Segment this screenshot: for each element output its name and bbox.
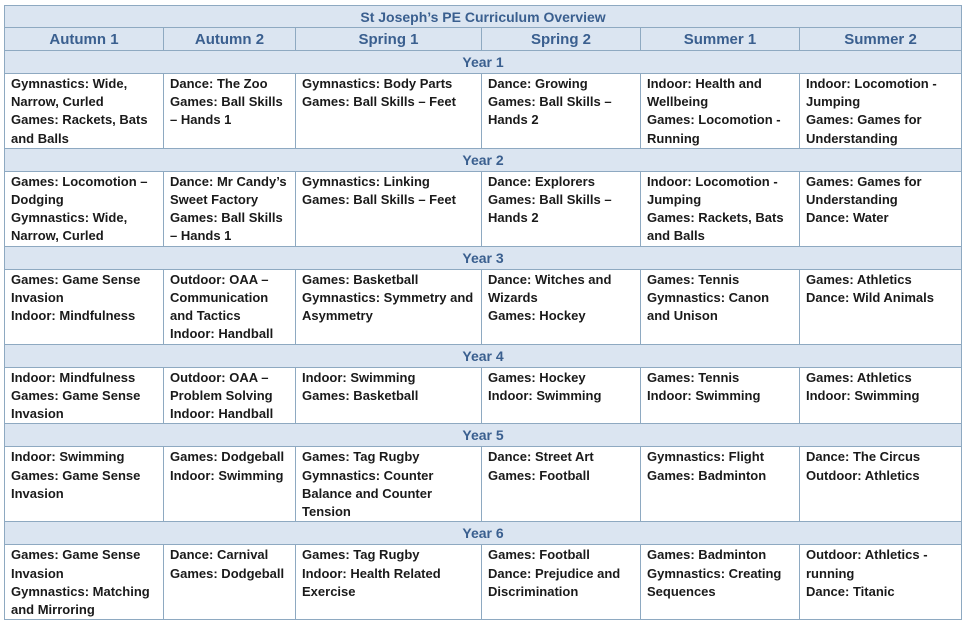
year-content-row [5, 74, 962, 149]
activity-text: Games: Ball Skills – Feet [302, 192, 456, 208]
activity-text: Games: Dodgeball [170, 565, 285, 581]
activity-text: Games: Ball Skills – Hands 2 [488, 94, 612, 128]
activity-text: Dance: Prejudice and Discrimination [488, 565, 621, 599]
curriculum-cell [164, 171, 296, 246]
year-content-row [5, 269, 962, 344]
term-header: Summer 1 [641, 28, 800, 51]
activity-text: Games: Football [488, 467, 590, 483]
curriculum-cell [641, 74, 800, 149]
activity-text: Games: Ball Skills – Feet [302, 94, 456, 110]
year-label: Year 1 [5, 51, 962, 74]
activity-text: Indoor: Handball [170, 406, 274, 422]
activity-text: Games: Badminton [647, 467, 767, 483]
activity-text: Gymnastics: Flight [647, 449, 765, 465]
curriculum-cell [5, 74, 164, 149]
activity-text: Games: Rackets, Bats and Balls [647, 210, 784, 244]
activity-text: Dance: The Circus [806, 449, 921, 465]
activity-text: Indoor: Locomotion - Jumping [647, 173, 778, 208]
activity-text: Games: Game Sense Invasion [11, 547, 141, 581]
activity-text: Games: Rackets, Bats and Balls [11, 112, 148, 146]
activity-text: Games: Game Sense Invasion [11, 467, 141, 501]
activity-text: Indoor: Locomotion - Jumping [806, 76, 937, 110]
activity-text: Games: Athletics [806, 369, 912, 385]
activity-text: Dance: Witches and Wizards [488, 271, 612, 306]
term-header: Spring 1 [296, 28, 482, 51]
activity-text: Games: Tennis [647, 271, 740, 287]
activity-text: Gymnastics: Canon and Unison [647, 290, 770, 324]
activity-text: Outdoor: OAA – Communication and Tactics [170, 271, 269, 324]
activity-text: Outdoor: OAA – Problem Solving [170, 369, 273, 404]
title-row [5, 6, 962, 28]
year-content-row [5, 545, 962, 620]
activity-text: Indoor: Health and Wellbeing [647, 76, 762, 110]
activity-text: Indoor: Mindfulness [11, 308, 136, 324]
activity-text: Indoor: Swimming [806, 388, 920, 404]
curriculum-cell [164, 447, 296, 522]
curriculum-cell [296, 269, 482, 344]
curriculum-cell [800, 447, 962, 522]
activity-text: Indoor: Mindfulness [11, 369, 136, 385]
activity-text: Games: Ball Skills – Hands 2 [488, 192, 612, 226]
activity-text: Games: Locomotion - Running [647, 112, 781, 146]
activity-text: Dance: Street Art [488, 449, 594, 465]
activity-text: Dance: Water [806, 210, 889, 226]
activity-text: Games: Ball Skills – Hands 1 [170, 94, 283, 128]
activity-text: Gymnastics: Wide, Narrow, Curled [11, 210, 128, 244]
activity-text: Games: Game Sense Invasion [11, 271, 141, 306]
activity-text: Games: Tennis [647, 369, 740, 385]
curriculum-cell [296, 367, 482, 424]
activity-text: Games: Game Sense Invasion [11, 388, 141, 422]
curriculum-cell [800, 171, 962, 246]
activity-text: Indoor: Swimming [11, 449, 125, 465]
curriculum-cell [5, 545, 164, 620]
activity-text: Indoor: Handball [170, 326, 274, 342]
activity-text: Gymnastics: Counter Balance and Counter Tension [302, 467, 434, 520]
curriculum-cell [641, 545, 800, 620]
activity-text: Gymnastics: Linking [302, 173, 430, 189]
term-header-row [5, 28, 962, 51]
activity-text: Games: Football [488, 547, 590, 563]
activity-text: Dance: Wild Animals [806, 290, 934, 306]
term-header: Spring 2 [482, 28, 641, 51]
activity-text: Outdoor: Athletics [806, 467, 920, 483]
activity-text: Gymnastics: Body Parts [302, 76, 453, 91]
year-content-row [5, 367, 962, 424]
curriculum-cell [296, 447, 482, 522]
activity-text: Dance: Growing [488, 76, 588, 91]
curriculum-cell [800, 367, 962, 424]
curriculum-cell [641, 171, 800, 246]
term-header: Summer 2 [800, 28, 962, 51]
year-label: Year 2 [5, 148, 962, 171]
curriculum-cell [296, 74, 482, 149]
curriculum-cell [641, 367, 800, 424]
curriculum-cell [641, 447, 800, 522]
activity-text: Dance: The Zoo [170, 76, 268, 91]
curriculum-cell [296, 545, 482, 620]
activity-text: Games: Dodgeball [170, 449, 285, 465]
year-label: Year 3 [5, 246, 962, 269]
curriculum-cell [5, 447, 164, 522]
activity-text: Gymnastics: Wide, Narrow, Curled [11, 76, 128, 110]
activity-text: Dance: Explorers [488, 173, 595, 189]
curriculum-cell [482, 545, 641, 620]
year-label: Year 6 [5, 522, 962, 545]
activity-text: Games: Hockey [488, 308, 586, 324]
curriculum-table [4, 5, 962, 620]
activity-text: Games: Badminton [647, 547, 767, 563]
curriculum-cell [164, 269, 296, 344]
curriculum-cell [5, 269, 164, 344]
curriculum-cell [800, 269, 962, 344]
year-label: Year 4 [5, 344, 962, 367]
activity-text: Indoor: Swimming [647, 388, 761, 404]
curriculum-cell [5, 367, 164, 424]
activity-text: Gymnastics: Matching and Mirroring [11, 583, 150, 618]
curriculum-cell [800, 74, 962, 149]
activity-text: Gymnastics: Symmetry and Asymmetry [302, 290, 474, 324]
activity-text: Games: Ball Skills – Hands 1 [170, 210, 283, 244]
curriculum-cell [164, 74, 296, 149]
term-header: Autumn 1 [5, 28, 164, 51]
year-row [5, 424, 962, 447]
curriculum-cell [800, 545, 962, 620]
activity-text: Indoor: Health Related Exercise [302, 565, 441, 599]
activity-text: Gymnastics: Creating Sequences [647, 565, 782, 599]
activity-text: Indoor: Swimming [170, 467, 284, 483]
curriculum-cell [482, 74, 641, 149]
year-row [5, 344, 962, 367]
activity-text: Indoor: Swimming [488, 388, 602, 404]
curriculum-overview [4, 5, 962, 620]
activity-text: Dance: Mr Candy’s Sweet Factory [170, 173, 287, 208]
activity-text: Indoor: Swimming [302, 369, 416, 385]
activity-text: Games: Tag Rugby [302, 547, 420, 563]
activity-text: Games: Locomotion – Dodging [11, 173, 148, 208]
curriculum-cell [482, 171, 641, 246]
curriculum-cell [482, 367, 641, 424]
activity-text: Games: Tag Rugby [302, 449, 420, 465]
year-row [5, 51, 962, 74]
year-content-row [5, 171, 962, 246]
year-content-row [5, 447, 962, 522]
term-header: Autumn 2 [164, 28, 296, 51]
curriculum-cell [164, 367, 296, 424]
activity-text: Games: Basketball [302, 388, 419, 404]
curriculum-cell [482, 447, 641, 522]
year-row [5, 522, 962, 545]
year-label: Year 5 [5, 424, 962, 447]
year-row [5, 246, 962, 269]
table-title: St Joseph’s PE Curriculum Overview [5, 6, 962, 28]
activity-text: Games: Hockey [488, 369, 586, 385]
year-row [5, 148, 962, 171]
curriculum-cell [296, 171, 482, 246]
activity-text: Games: Games for Understanding [806, 173, 922, 208]
activity-text: Games: Athletics [806, 271, 912, 287]
curriculum-cell [164, 545, 296, 620]
curriculum-cell [641, 269, 800, 344]
curriculum-cell [482, 269, 641, 344]
activity-text: Games: Basketball [302, 271, 419, 287]
activity-text: Games: Games for Understanding [806, 112, 922, 146]
activity-text: Dance: Carnival [170, 547, 269, 563]
activity-text: Outdoor: Athletics - running [806, 547, 928, 581]
curriculum-cell [5, 171, 164, 246]
activity-text: Dance: Titanic [806, 583, 895, 599]
